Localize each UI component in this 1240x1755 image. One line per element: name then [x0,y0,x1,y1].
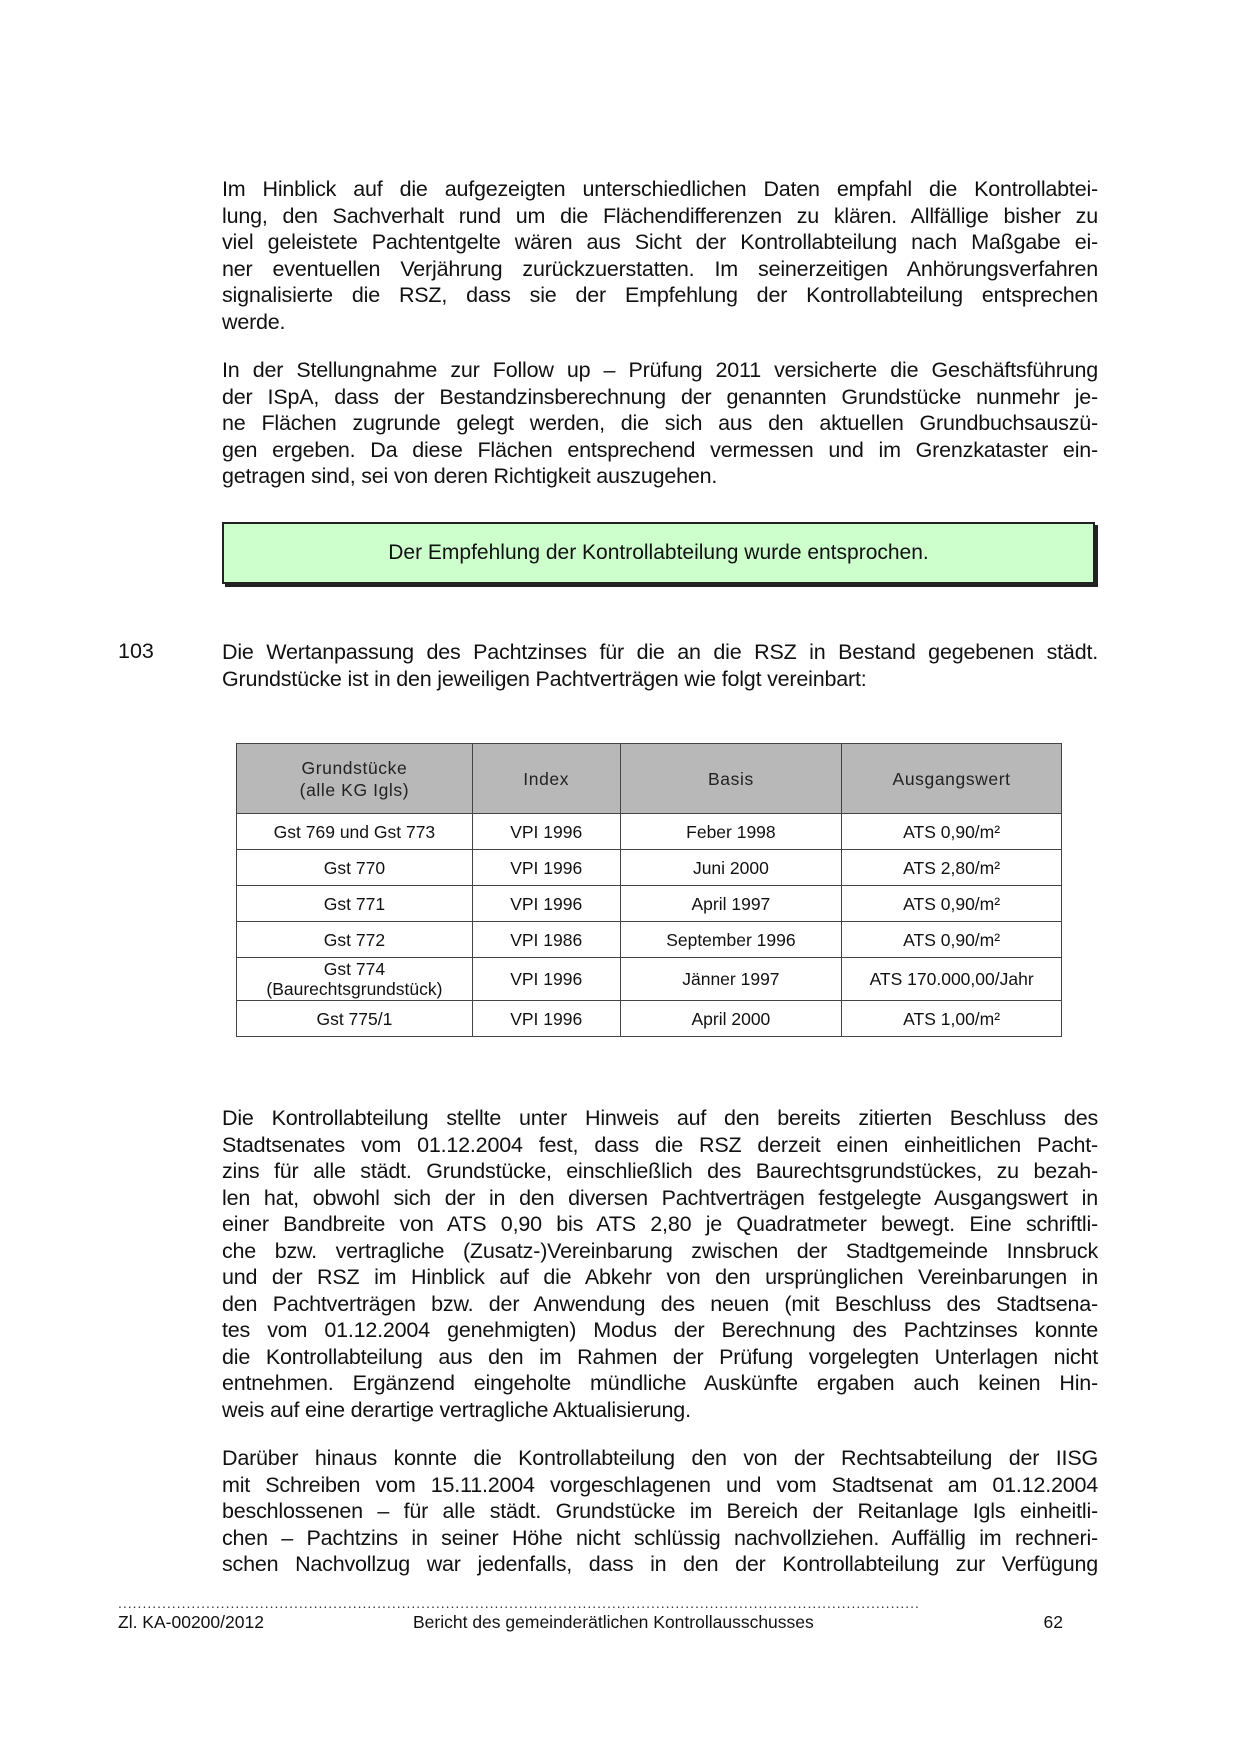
cell-plot [237,958,473,1001]
plot-note: (Baurechtsgrundstück) [266,979,443,999]
cell-index: VPI 1996 [472,958,620,1001]
cell-plot: Gst 769 und Gst 773 [237,814,473,850]
text-line: che bzw. vertragliche (Zusatz-)Vereinbarung zwischen der Stadtgemeinde Innsbruck [222,1238,1098,1263]
header-line: (alle KG Igls) [299,779,410,800]
table-row [237,886,1062,922]
table-row [237,1001,1062,1037]
text-line: ner eventuellen Verjährung zurückzuerstatten. Im seinerzeitigen Anhörungsverfahren [222,256,1098,281]
text-line: weis auf eine derartige vertragliche Aktualisierung. [222,1397,691,1422]
text-line: beschlossenen – für alle städt. Grundstücke im Bereich der Reitanlage Igls einheitli- [222,1499,1098,1523]
cell-initial-value: ATS 170.000,00/Jahr [842,958,1062,1001]
text-line: die Kontrollabteilung aus den im Rahmen der Prüfung vorgelegten Unterlagen nicht [222,1344,1098,1369]
table-row [237,850,1062,886]
paragraph-lease-calculation [222,1445,1098,1578]
cell-basis: Jänner 1997 [620,958,842,1001]
cell-plot: Gst 772 [237,922,473,958]
cell-initial-value: ATS 0,90/m² [842,814,1062,850]
text-line: Stadtsenates vom 01.12.2004 fest, dass die RSZ derzeit einen einheitlichen Pacht- [222,1132,1098,1157]
text-line: entnehmen. Ergänzend eingeholte mündliche Auskünfte ergaben auch keinen Hin- [222,1371,1098,1395]
cell-initial-value: ATS 2,80/m² [842,850,1062,886]
text-line: zins für alle städt. Grundstücke, einschließlich des Baurechtsgrundstückes, zu bezah- [222,1159,1098,1183]
footer-dotted-rule: .................................................................................................................................................................... [118,1598,920,1608]
paragraph-section-103-intro [222,639,1098,692]
cell-initial-value: ATS 0,90/m² [842,922,1062,958]
table-row [237,814,1062,850]
cell-basis: Feber 1998 [620,814,842,850]
cell-initial-value: ATS 0,90/m² [842,886,1062,922]
text-line: tes vom 01.12.2004 genehmigten) Modus der Berechnung des Pachtzinses konnte [222,1318,1098,1342]
text-line: Im Hinblick auf die aufgezeigten unterschiedlichen Daten empfahl die Kontrollabtei- [222,177,1098,201]
text-line: chen – Pachtzins in seiner Höhe nicht schlüssig nachvollziehen. Auffällig im rechneri- [222,1525,1098,1550]
recommendation-status-text: Der Empfehlung der Kontrollabteilung wurde entsprochen. [388,541,929,564]
text-line: Die Kontrollabteilung stellte unter Hinweis auf den bereits zitierten Beschluss des [222,1106,1098,1130]
paragraph-follow-up-statement [222,357,1098,490]
text-line: len hat, obwohl sich der in den diversen Pachtverträgen festgelegte Ausgangswert in [222,1185,1098,1210]
cell-initial-value: ATS 1,00/m² [842,1001,1062,1037]
footer-title: Bericht des gemeinderätlichen Kontrollausschusses [413,1612,814,1632]
column-header-basis: Basis [620,744,842,814]
text-line: signalisierte die RSZ, dass sie der Empfehlung der Kontrollabteilung entsprechen [222,283,1098,307]
cell-index: VPI 1996 [472,1001,620,1037]
table-row [237,922,1062,958]
text-line: lung, den Sachverhalt rund um die Flächendifferenzen zu klären. Allfällige bisher zu [222,203,1098,228]
cell-basis: September 1996 [620,922,842,958]
footer-page-number: 62 [1043,1612,1063,1632]
header-line: Grundstücke [301,757,408,778]
column-header-index: Index [472,744,620,814]
cell-plot: Gst 770 [237,850,473,886]
text-line: Darüber hinaus konnte die Kontrollabteilung den von der Rechtsabteilung der IISG [222,1446,1098,1470]
cell-index: VPI 1996 [472,850,620,886]
text-line: mit Schreiben vom 15.11.2004 vorgeschlagenen und vom Stadtsenat am 01.12.2004 [222,1472,1098,1497]
table-header-row [237,744,1062,814]
cell-plot: Gst 771 [237,886,473,922]
text-line: Die Wertanpassung des Pachtzinses für die an die RSZ in Bestand gegebenen städt. [222,640,1098,664]
plot-name: Gst 774 [323,959,386,979]
cell-basis: April 1997 [620,886,842,922]
column-header-initial-value: Ausgangswert [842,744,1062,814]
recommendation-status-box [222,522,1095,584]
text-line: schen Nachvollzug war jedenfalls, dass in den der Kontrollabteilung zur Verfügung [222,1552,1098,1576]
text-line: werde. [222,309,286,334]
lease-terms-table [236,743,1062,1037]
text-line: einer Bandbreite von ATS 0,90 bis ATS 2,80 je Quadratmeter bewegt. Eine schriftli- [222,1212,1098,1236]
text-line: In der Stellungnahme zur Follow up – Prüfung 2011 versicherte die Geschäftsführung [222,358,1098,382]
text-line: viel geleistete Pachtentgelte wären aus Sicht der Kontrollabteilung nach Maßgabe ei- [222,230,1098,254]
text-line: der ISpA, dass der Bestandzinsberechnung der genannten Grundstücke nunmehr je- [222,384,1098,409]
column-header-plots [237,744,473,814]
table-row [237,958,1062,1001]
cell-index: VPI 1996 [472,814,620,850]
cell-index: VPI 1986 [472,922,620,958]
text-line: Grundstücke ist in den jeweiligen Pachtverträgen wie folgt vereinbart: [222,666,867,691]
footer-reference: Zl. KA-00200/2012 [118,1612,264,1632]
section-number: 103 [118,639,154,663]
paragraph-uniform-lease-finding [222,1105,1098,1423]
cell-index: VPI 1996 [472,886,620,922]
cell-basis: Juni 2000 [620,850,842,886]
text-line: und der RSZ im Hinblick auf die Abkehr von den ursprünglichen Vereinbarungen in [222,1265,1098,1289]
text-line: ne Flächen zugrunde gelegt werden, die sich aus den aktuellen Grundbuchsauszü- [222,411,1098,435]
text-line: den Pachtverträgen bzw. der Anwendung des neuen (mit Beschluss des Stadtsena- [222,1291,1098,1316]
text-line: getragen sind, sei von deren Richtigkeit auszugehen. [222,464,718,488]
text-line: gen ergeben. Da diese Flächen entsprechend vermessen und im Grenzkataster ein- [222,437,1098,462]
paragraph-recommendation-context [222,176,1098,335]
cell-basis: April 2000 [620,1001,842,1037]
cell-plot: Gst 775/1 [237,1001,473,1037]
